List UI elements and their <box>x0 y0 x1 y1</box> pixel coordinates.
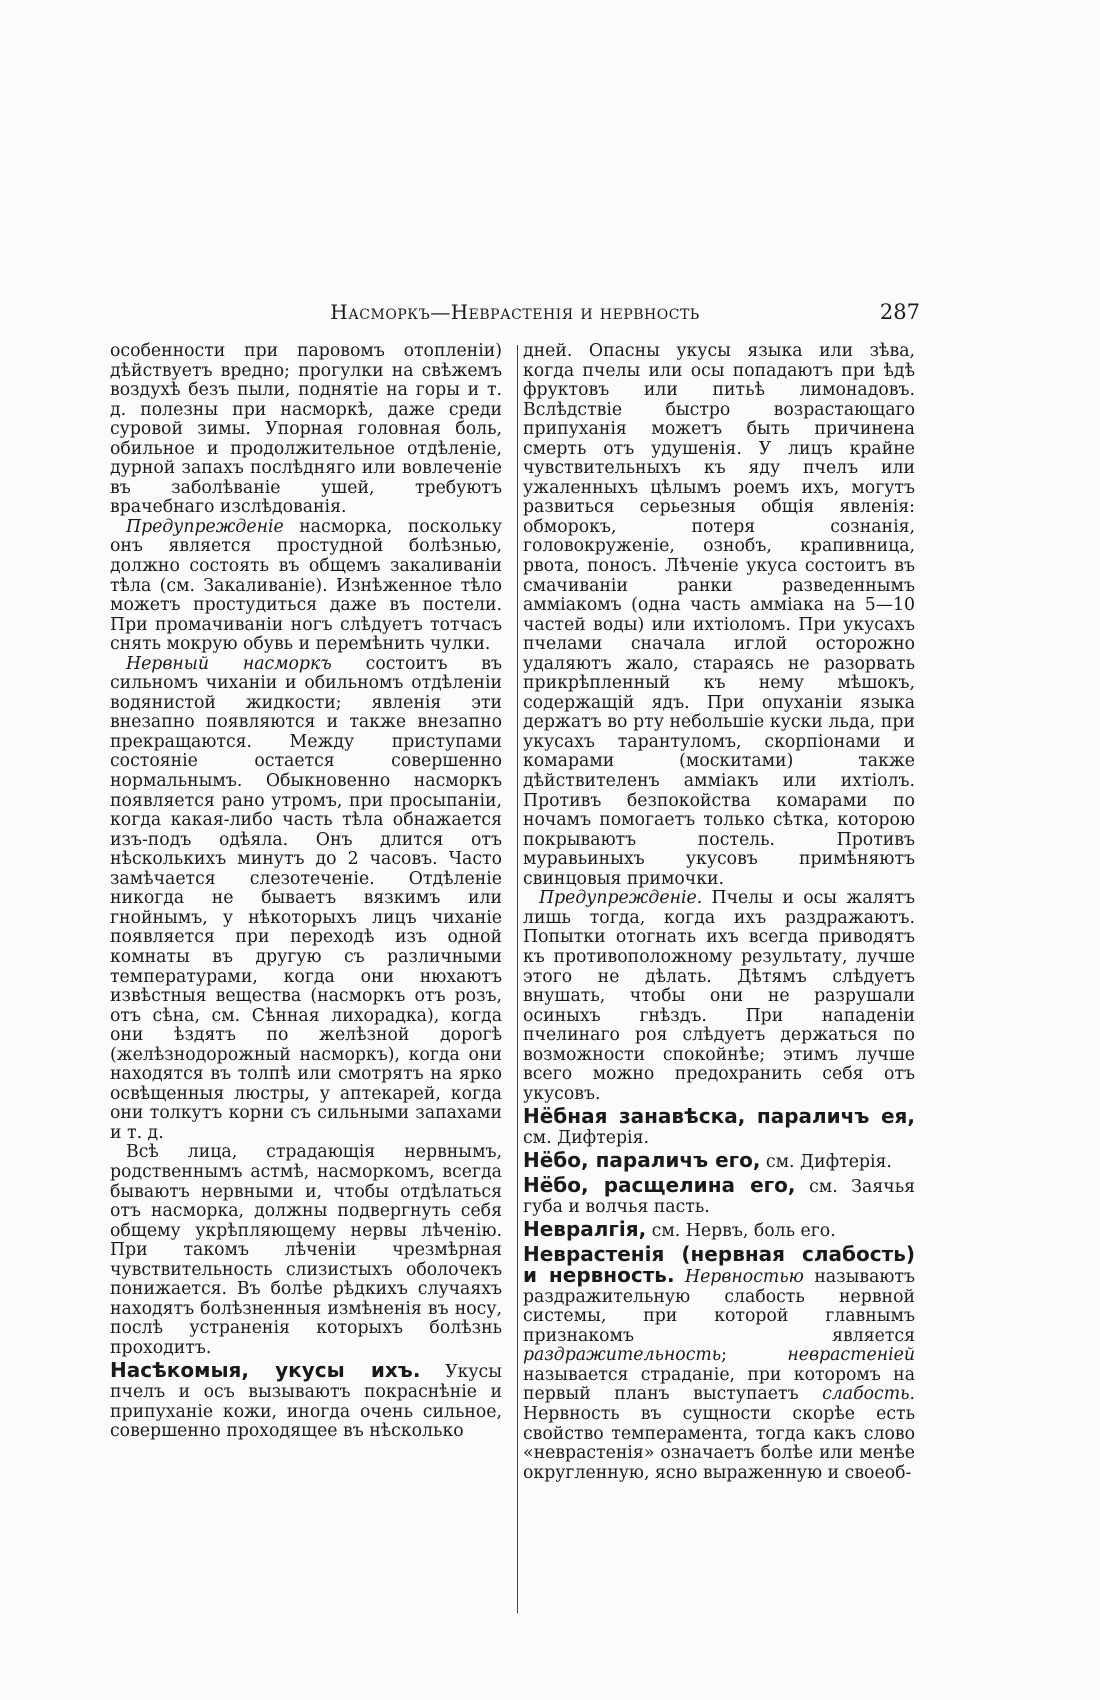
entry-text: ; <box>721 1345 727 1366</box>
paragraph-text: насморка, поскольку онъ является простудной болѣзнью, должно состоять въ общемъ закаливаніи тѣла (см. Закаливаніе). Изнѣженное тѣло можетъ простудиться даже въ постели. При промачиваніи ногъ слѣдуетъ тотчасъ снять мокрую обувь и перемѣнить чулки. <box>110 516 502 655</box>
italic-term: неврастеніей <box>727 1345 915 1366</box>
italic-term: раздражительность <box>523 1345 722 1366</box>
left-column <box>110 342 502 1442</box>
dictionary-entry <box>110 1358 502 1442</box>
entry-headword: Насѣкомыя, укусы ихъ. <box>110 1358 421 1383</box>
column-divider <box>517 345 518 1613</box>
italic-lead: Предупрежденіе <box>126 516 284 537</box>
entry-headword: Нёбная занавѣска, параличъ ея, <box>523 1104 915 1129</box>
dictionary-entry <box>523 1241 915 1484</box>
dictionary-entry <box>523 1217 915 1242</box>
dictionary-entry <box>523 1148 915 1173</box>
dictionary-entry <box>523 1104 915 1148</box>
paragraph: особенности при паровомъ отопленіи) дѣйствуетъ вредно; прогулки на свѣжемъ воздухѣ безъ пыли, поднятіе на горы и т. д. полезны при насморкѣ, даже среди суровой зимы. Упорная головная боль, обильное и продолжительное отдѣленіе, дурной запахъ послѣдняго или вовлеченіе въ заболѣваніе ушей, требуютъ врачебнаго изслѣдованія. <box>110 341 502 518</box>
paragraph-text: состоитъ въ сильномъ чиханіи и обильномъ отдѣленіи водянистой жидкости; явленія эти внезапно появляются и также внезапно прекращаются. Между приступами состояніе остается совершенно нормальнымъ. Обыкновенно насморкъ появляется рано утромъ, при просыпаніи, когда какая-либо часть тѣла обнажается изъ-подъ одѣяла. Онъ длится отъ нѣсколькихъ минутъ до 2 часовъ. Часто замѣчается слезотеченіе. Отдѣленіе никогда не бываетъ вязкимъ или гнойнымъ, у нѣкоторыхъ лицъ чиханіе появляется при переходѣ изъ одной комнаты въ другую съ различными температурами, когда они нюхаютъ извѣстныя вещества (насморкъ отъ розъ, отъ сѣна, см. Сѣнная лихорадка), когда они ѣздятъ по желѣзной дорогѣ (желѣзнодорожный насморкъ), когда они находятся въ толпѣ или смотрятъ на ярко освѣщенныя люстры, у аптекарей, когда они толкутъ корни съ сильными запахами и т. д. <box>110 653 502 1143</box>
paragraph <box>110 518 502 655</box>
entry-headword: Неврастенія (нервная слабость) и нервность. <box>523 1241 915 1288</box>
entry-text: называется страданіе, при которомъ на первый планъ выступаетъ <box>523 1364 915 1405</box>
dictionary-entry <box>523 1172 916 1217</box>
right-column <box>523 342 915 1483</box>
entry-text: Укусы пчелъ и осъ вызываютъ покраснѣніе и припуханіе кожи, иногда очень сильное, совершенно проходящее въ нѣсколько <box>110 1362 502 1442</box>
page-header <box>110 300 920 340</box>
entry-text: см. Дифтерія. <box>760 1152 892 1173</box>
paragraph <box>110 655 502 1144</box>
entry-text: см. Дифтерія. <box>523 1127 649 1148</box>
paragraph <box>523 889 915 1104</box>
italic-term: слабость <box>798 1384 910 1405</box>
paragraph-text: Пчелы и осы жалятъ лишь тогда, когда ихъ раздражаютъ. Попытки отогнать ихъ всегда приводятъ къ противоположному результату, лучше этого не дѣлать. Дѣтямъ слѣдуетъ внушать, чтобы они не разрушали осиныхъ гнѣздъ. При нападеніи пчелинаго роя слѣдуетъ держаться по возможности спокойнѣе; этимъ лучше всего можно предохранить себя отъ укусовъ. <box>523 888 915 1104</box>
entry-headword: Нёбо, параличъ его, <box>523 1148 761 1173</box>
entry-text: см. Заячья губа и волчья пасть. <box>523 1176 916 1217</box>
entry-text: см. Нервъ, боль его. <box>646 1221 836 1242</box>
italic-term: Нервностью <box>674 1267 804 1288</box>
italic-lead: Нервный насморкъ <box>126 653 332 674</box>
entry-text: называютъ раздражительную слабость нервной системы, при которой главнымъ признакомъ является <box>523 1267 915 1346</box>
running-title: Насморкъ—Неврастенія и нервность <box>330 300 700 324</box>
page-number: 287 <box>879 300 920 324</box>
italic-lead: Предупрежденіе. <box>539 888 703 909</box>
paragraph: дней. Опасны укусы языка или зѣва, когда пчелы или осы попадаютъ при ѣдѣ фруктовъ или питьѣ лимонадовъ. Вслѣдствіе быстро возрастающаго припуханія можетъ быть причинена смерть отъ удушенія. У лицъ крайне чувствительныхъ къ яду пчелъ или ужаленныхъ цѣлымъ роемъ ихъ, могутъ развиться серьезныя общія явленія: обморокъ, потеря сознанія, головокруженіе, ознобъ, крапивница, рвота, поносъ. Лѣченіе укуса состоитъ въ смачиваніи ранки разведеннымъ амміакомъ (одна часть амміака на 5—10 частей воды) или ихтіоломъ. При укусахъ пчелами сначала иглой осторожно удаляютъ жало, стараясь не разорвать прикрѣпленный къ нему мѣшокъ, содержащій ядъ. При опуханіи языка держатъ во рту небольшіе куски льда, при укусахъ тарантуломъ, скорпіонами и комарами (москитами) также дѣйствителенъ амміакъ или ихтіолъ. Противъ безпокойства комарами по ночамъ помогаетъ только сѣтка, которою покрываютъ постель. Противъ муравьиныхъ укусовъ примѣняютъ свинцовыя примочки. <box>523 341 915 889</box>
paragraph: Всѣ лица, страдающія нервнымъ, родственнымъ астмѣ, насморкомъ, всегда бываютъ нервными и, чтобы отдѣлаться отъ насморка, должны подвергнуть себя общему укрѣпляющему нервы лѣченію. При такомъ лѣченіи чрезмѣрная чувствительность слизистыхъ оболочекъ понижается. Въ болѣе рѣдкихъ случаяхъ находятъ болѣзненныя измѣненія въ носу, послѣ устраненія которыхъ болѣзнь проходитъ. <box>110 1142 502 1358</box>
entry-text: . Нервность въ сущности скорѣе есть свойство темперамента, тогда какъ слово «неврастенія» означаетъ болѣе или менѣе округленную, ясно выраженную и своеоб- <box>523 1384 915 1483</box>
entry-headword: Невралгія, <box>523 1217 647 1242</box>
entry-headword: Нёбо, расщелина его, <box>523 1172 796 1197</box>
